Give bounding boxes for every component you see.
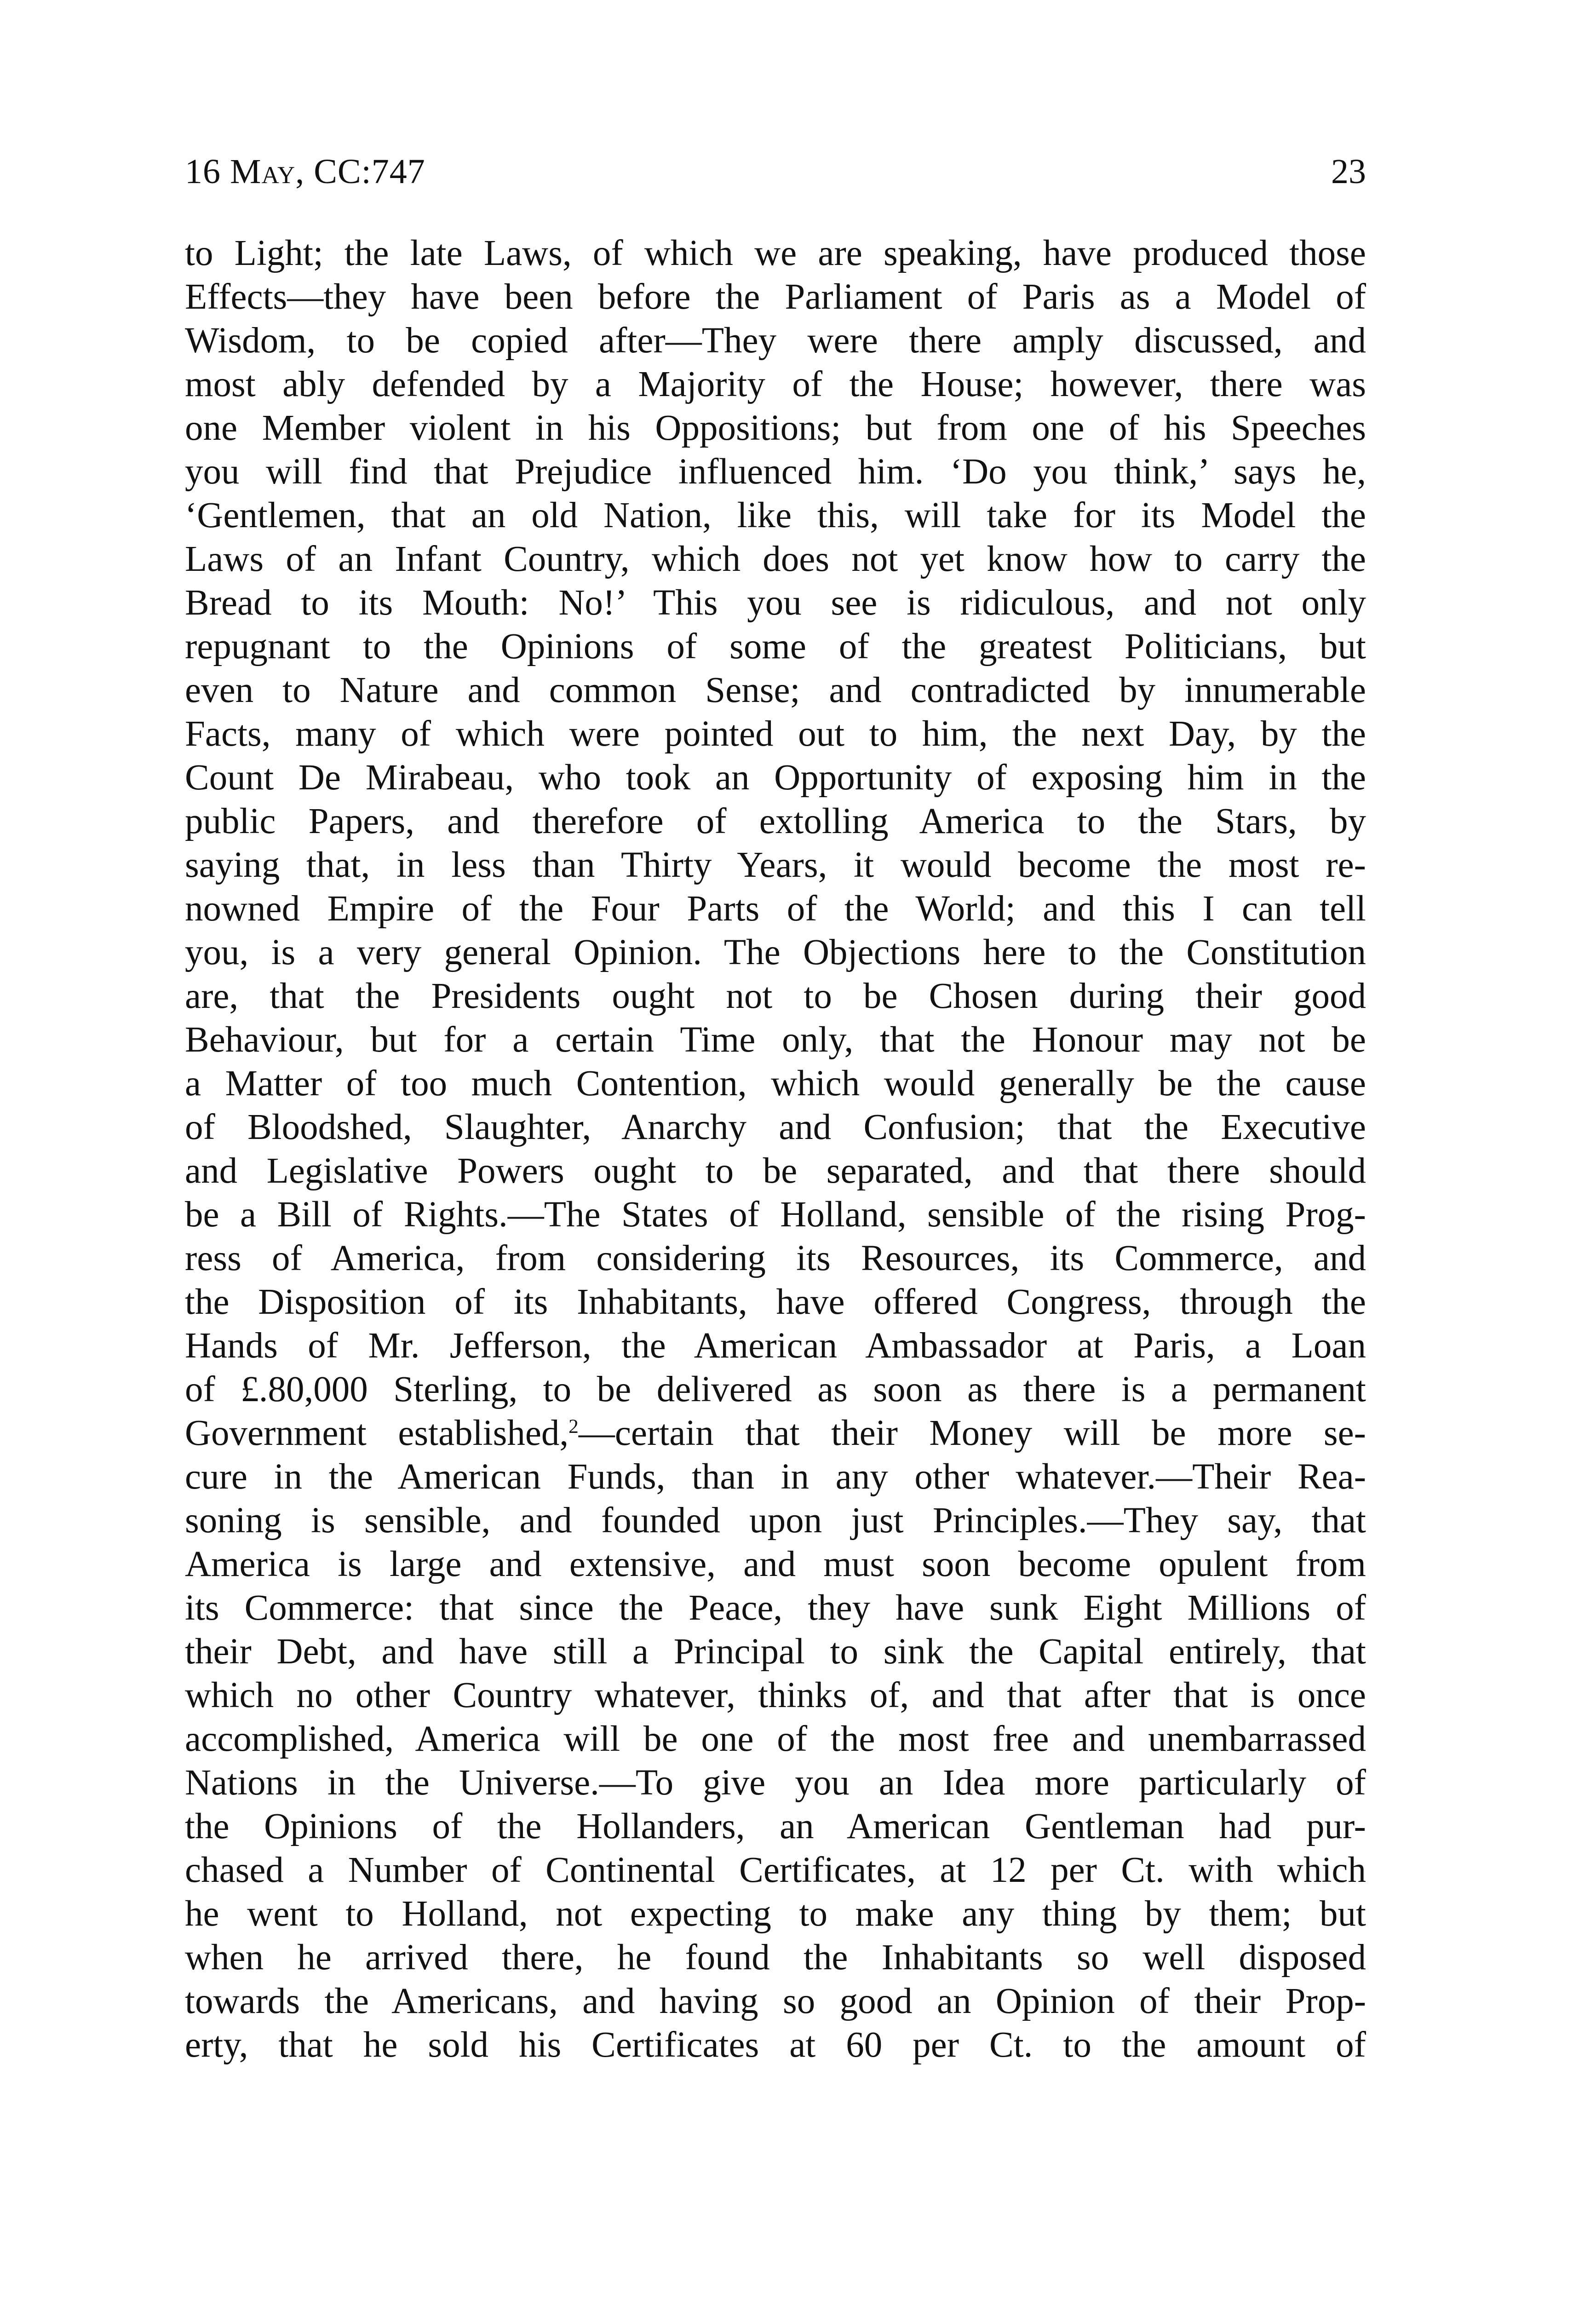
text-line-2: Effects—they have been before the Parliament of Paris as a Model of xyxy=(185,277,1366,317)
text-line-16: nowned Empire of the Four Parts of the World; and this I can tell xyxy=(185,889,1366,929)
text-line-37: the Opinions of the Hollanders, an American Gentleman had pur- xyxy=(185,1806,1366,1846)
running-title-month: May xyxy=(230,152,296,191)
text-line-33: their Debt, and have still a Principal to sink the Capital entirely, that xyxy=(185,1632,1366,1672)
page-number: 23 xyxy=(1331,152,1366,191)
text-line-9: Bread to its Mouth: No!’ This you see is ridiculous, and not only xyxy=(185,583,1366,623)
text-line-21: of Bloodshed, Slaughter, Anarchy and Confusion; that the Executive xyxy=(185,1107,1366,1147)
text-line-19: Behaviour, but for a certain Time only, that the Honour may not be xyxy=(185,1020,1366,1060)
text-line-13: Count De Mirabeau, who took an Opportunity of exposing him in the xyxy=(185,758,1366,798)
text-line-20: a Matter of too much Contention, which would generally be the cause xyxy=(185,1064,1366,1104)
text-line-11: even to Nature and common Sense; and contradicted by innumerable xyxy=(185,670,1366,710)
text-line-5: one Member violent in his Oppositions; but from one of his Speeches xyxy=(185,408,1366,448)
text-line-36: Nations in the Universe.—To give you an Idea more particularly of xyxy=(185,1763,1366,1803)
text-line-4: most ably defended by a Majority of the House; however, there was xyxy=(185,364,1366,404)
text-line-8: Laws of an Infant Country, which does not yet know how to carry the xyxy=(185,539,1366,579)
text-line-35: accomplished, America will be one of the most free and unembarrassed xyxy=(185,1719,1366,1759)
running-head xyxy=(185,146,1366,197)
text-line-39: he went to Holland, not expecting to make any thing by them; but xyxy=(185,1894,1366,1934)
text-line-14: public Papers, and therefore of extolling America to the Stars, by xyxy=(185,801,1366,841)
text-line-42: erty, that he sold his Certificates at 60 per Ct. to the amount of xyxy=(185,2025,1366,2065)
text-line-41: towards the Americans, and having so good an Opinion of their Prop- xyxy=(185,1981,1366,2021)
text-line-40: when he arrived there, he found the Inhabitants so well disposed xyxy=(185,1938,1366,1978)
text-line-38: chased a Number of Continental Certificates, at 12 per Ct. with which xyxy=(185,1850,1366,1890)
text-line-29: cure in the American Funds, than in any other whatever.—Their Rea- xyxy=(185,1457,1366,1497)
text-line-28-part-1: Government established, xyxy=(185,1413,569,1453)
text-line-26: Hands of Mr. Jefferson, the American Ambassador at Paris, a Loan xyxy=(185,1326,1366,1366)
text-line-1: to Light; the late Laws, of which we are speaking, have produced those xyxy=(185,233,1366,273)
text-line-32: its Commerce: that since the Peace, they have sunk Eight Millions of xyxy=(185,1588,1366,1628)
text-line-23: be a Bill of Rights.—The States of Holland, sensible of the rising Prog- xyxy=(185,1195,1366,1235)
running-title-reference: , CC:747 xyxy=(295,152,425,191)
text-line-10: repugnant to the Opinions of some of the greatest Politicians, but xyxy=(185,627,1366,667)
text-line-27: of £.80,000 Sterling, to be delivered as soon as there is a permanent xyxy=(185,1369,1366,1409)
body-text xyxy=(185,231,1366,2067)
text-line-12: Facts, many of which were pointed out to him, the next Day, by the xyxy=(185,714,1366,754)
running-title xyxy=(185,146,425,197)
text-line-6: you will find that Prejudice influenced him. ‘Do you think,’ says he, xyxy=(185,452,1366,492)
footnote-reference[interactable]: 2 xyxy=(568,1415,579,1438)
text-line-18: are, that the Presidents ought not to be Chosen during their good xyxy=(185,976,1366,1016)
text-line-30: soning is sensible, and founded upon just Principles.—They say, that xyxy=(185,1501,1366,1541)
text-line-17: you, is a very general Opinion. The Objections here to the Constitution xyxy=(185,932,1366,972)
text-line-24: ress of America, from considering its Resources, its Commerce, and xyxy=(185,1238,1366,1278)
text-line-3: Wisdom, to be copied after—They were there amply discussed, and xyxy=(185,321,1366,361)
text-line-22: and Legislative Powers ought to be separated, and that there should xyxy=(185,1151,1366,1191)
text-line-28 xyxy=(185,1411,1366,1455)
running-title-date: 16 xyxy=(185,152,230,191)
text-line-34: which no other Country whatever, thinks of, and that after that is once xyxy=(185,1675,1366,1715)
text-line-25: the Disposition of its Inhabitants, have offered Congress, through the xyxy=(185,1282,1366,1322)
text-line-31: America is large and extensive, and must soon become opulent from xyxy=(185,1544,1366,1584)
text-line-15: saying that, in less than Thirty Years, it would become the most re- xyxy=(185,845,1366,885)
text-line-7: ‘Gentlemen, that an old Nation, like this, will take for its Model the xyxy=(185,495,1366,535)
text-line-28-part-2: —certain that their Money will be more se- xyxy=(578,1413,1366,1453)
